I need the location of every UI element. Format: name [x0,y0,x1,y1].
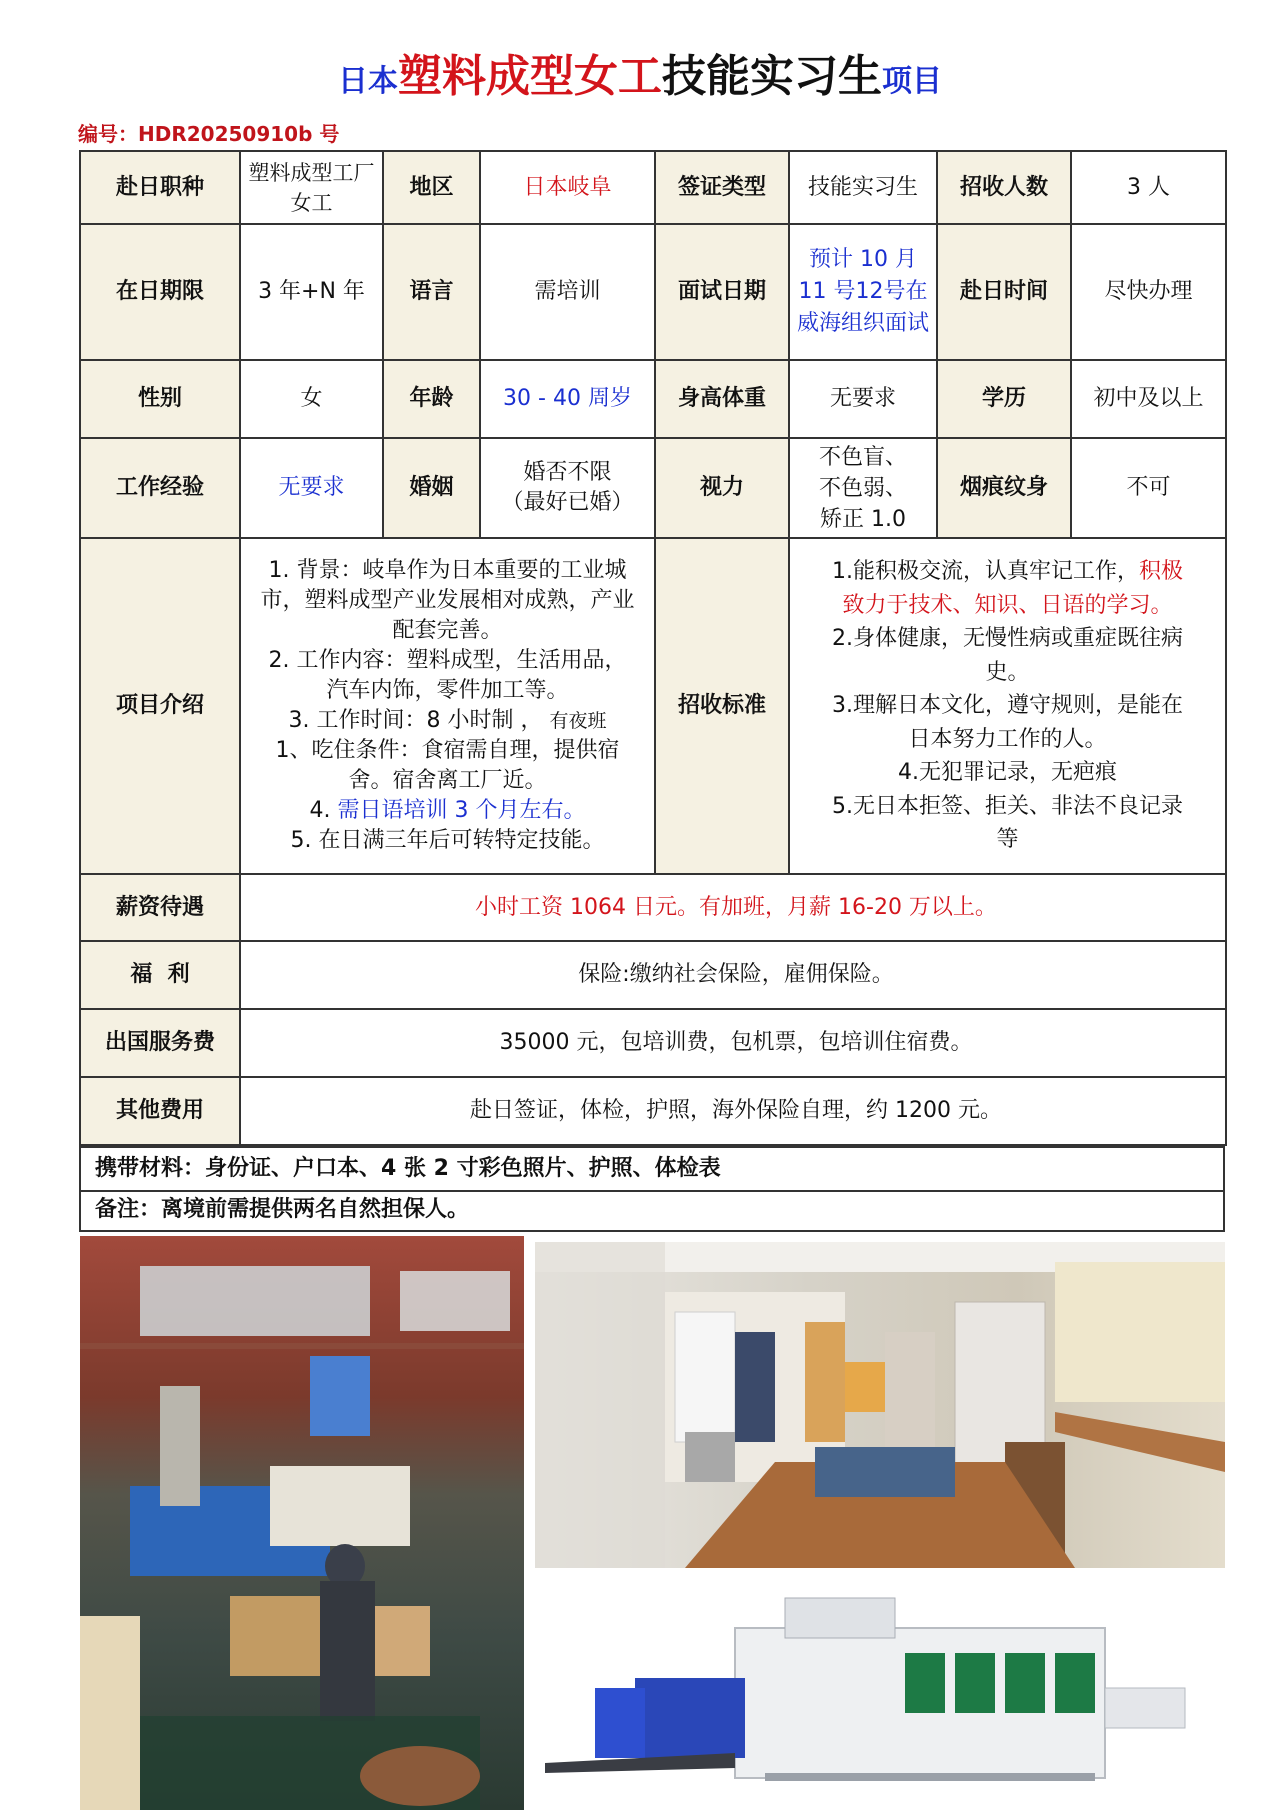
welfare-value: 保险:缴纳社会保险，雇佣保险。 [240,941,1226,1009]
interview-label: 面试日期 [655,224,789,360]
remark-line: 备注：离境前需提供两名自然担保人。 [79,1192,1225,1232]
height-weight-label: 身高体重 [655,360,789,438]
table-row [80,1009,1226,1077]
vision-line: 矫正 1.0 [820,506,906,532]
table-row [80,874,1226,941]
marriage-line: 婚否不限 [523,460,612,485]
term-value: 3 年+N 年 [240,224,383,360]
training-note: 需日语培训 3 个月左右。 [337,798,586,823]
region-label: 地区 [383,151,480,224]
depart-value: 尽快办理 [1071,224,1226,360]
gender-label: 性别 [80,360,240,438]
page-title [0,40,1280,104]
salary-label: 薪资待遇 [80,874,240,941]
language-value: 需培训 [480,224,655,360]
other-fee-value: 赴日签证，体检，护照，海外保险自理，约 1200 元。 [240,1077,1226,1145]
intro-line [247,796,648,826]
vision-line: 不色弱、 [818,475,907,501]
night-shift-note: 有夜班 [549,710,607,732]
marriage-label: 婚姻 [383,438,480,538]
standard-line [796,555,1219,589]
job-label: 赴日职种 [80,151,240,224]
depart-label: 赴日时间 [937,224,1071,360]
scar-tattoo-label: 烟痕纹身 [937,438,1071,538]
vision-value [789,438,937,538]
standard-line: 2.身体健康，无慢性病或重症既往病 [832,626,1183,652]
standard-text: 1.能积极交流，认真牢记工作， [831,559,1139,585]
vision-line: 不色盲、 [818,444,907,470]
standard-line: 等 [996,827,1019,853]
intro-line: 1. 背景：岐阜作为日本重要的工业城 [268,558,627,583]
work-hours: 3. 工作时间：8 小时制 ， [288,708,543,733]
age-value: 30 - 40 周岁 [480,360,655,438]
vision-label: 视力 [655,438,789,538]
title-suffix: 项目 [882,64,942,99]
intro-line [247,706,648,736]
scar-tattoo-value: 不可 [1071,438,1226,538]
intro-line: 1、吃住条件：食宿需自理，提供宿 [275,738,620,763]
intro-line: 舍。宿舍离工厂近。 [348,768,547,793]
intro-line: 5. 在日满三年后可转特定技能。 [290,828,605,853]
visa-label: 签证类型 [655,151,789,224]
machine-photo [535,1568,1225,1810]
standard-line: 4.无犯罪记录，无疤痕 [898,760,1117,786]
dormitory-scene-image [535,1242,1225,1568]
headcount-label: 招收人数 [937,151,1071,224]
training-number: 4. [309,798,338,823]
gender-value: 女 [240,360,383,438]
table-row [80,941,1226,1009]
table-row [80,224,1226,360]
service-fee-label: 出国服务费 [80,1009,240,1077]
factory-scene-image [80,1236,524,1810]
service-fee-value: 35000 元，包培训费，包机票，包培训住宿费。 [240,1009,1226,1077]
interview-value: 预计 10 月 11 号12号在威海组织面试 [789,224,937,360]
dormitory-photo [535,1242,1225,1568]
table-row [80,360,1226,438]
standard-highlight: 积极 [1138,559,1183,585]
marriage-line: （最好已婚） [501,490,634,515]
job-value: 塑料成型工厂女工 [240,151,383,224]
visa-value: 技能实习生 [789,151,937,224]
job-info-table [79,150,1227,1146]
standard-line: 史。 [985,659,1030,685]
salary-value: 小时工资 1064 日元。有加班，月薪 16-20 万以上。 [240,874,1226,941]
title-prefix: 日本 [338,64,398,99]
document-number: 编号：HDR20250910b 号 [78,122,340,146]
education-value: 初中及以上 [1071,360,1226,438]
title-highlight: 塑料成型女工 [398,51,662,102]
materials-line: 携带材料：身份证、户口本、4 张 2 寸彩色照片、护照、体检表 [79,1146,1225,1192]
standard-line: 日本努力工作的人。 [908,726,1107,752]
table-row [80,538,1226,874]
intro-label: 项目介绍 [80,538,240,874]
table-row [80,151,1226,224]
region-value: 日本岐阜 [480,151,655,224]
intro-line: 配套完善。 [392,618,503,643]
title-main: 技能实习生 [662,51,882,102]
table-row [80,1077,1226,1145]
experience-value: 无要求 [240,438,383,538]
factory-photo [80,1236,524,1810]
intro-content [240,538,655,874]
height-weight-value: 无要求 [789,360,937,438]
forming-machine-image [535,1568,1225,1810]
standard-line: 3.理解日本文化，遵守规则，是能在 [832,693,1183,719]
other-fee-label: 其他费用 [80,1077,240,1145]
headcount-value: 3 人 [1071,151,1226,224]
experience-label: 工作经验 [80,438,240,538]
standard-content [789,538,1226,874]
age-label: 年龄 [383,360,480,438]
term-label: 在日期限 [80,224,240,360]
standard-highlight-line: 致力于技术、知识、日语的学习。 [842,592,1173,618]
standard-line: 5.无日本拒签、拒关、非法不良记录 [832,793,1183,819]
table-row [80,438,1226,538]
language-label: 语言 [383,224,480,360]
intro-line: 市，塑料成型产业发展相对成熟，产业 [260,588,635,613]
welfare-label: 福 利 [80,941,240,1009]
intro-line: 2. 工作内容：塑料成型，生活用品， [268,648,627,673]
intro-line: 汽车内饰，零件加工等。 [326,678,569,703]
standard-label: 招收标准 [655,538,789,874]
education-label: 学历 [937,360,1071,438]
marriage-value [480,438,655,538]
